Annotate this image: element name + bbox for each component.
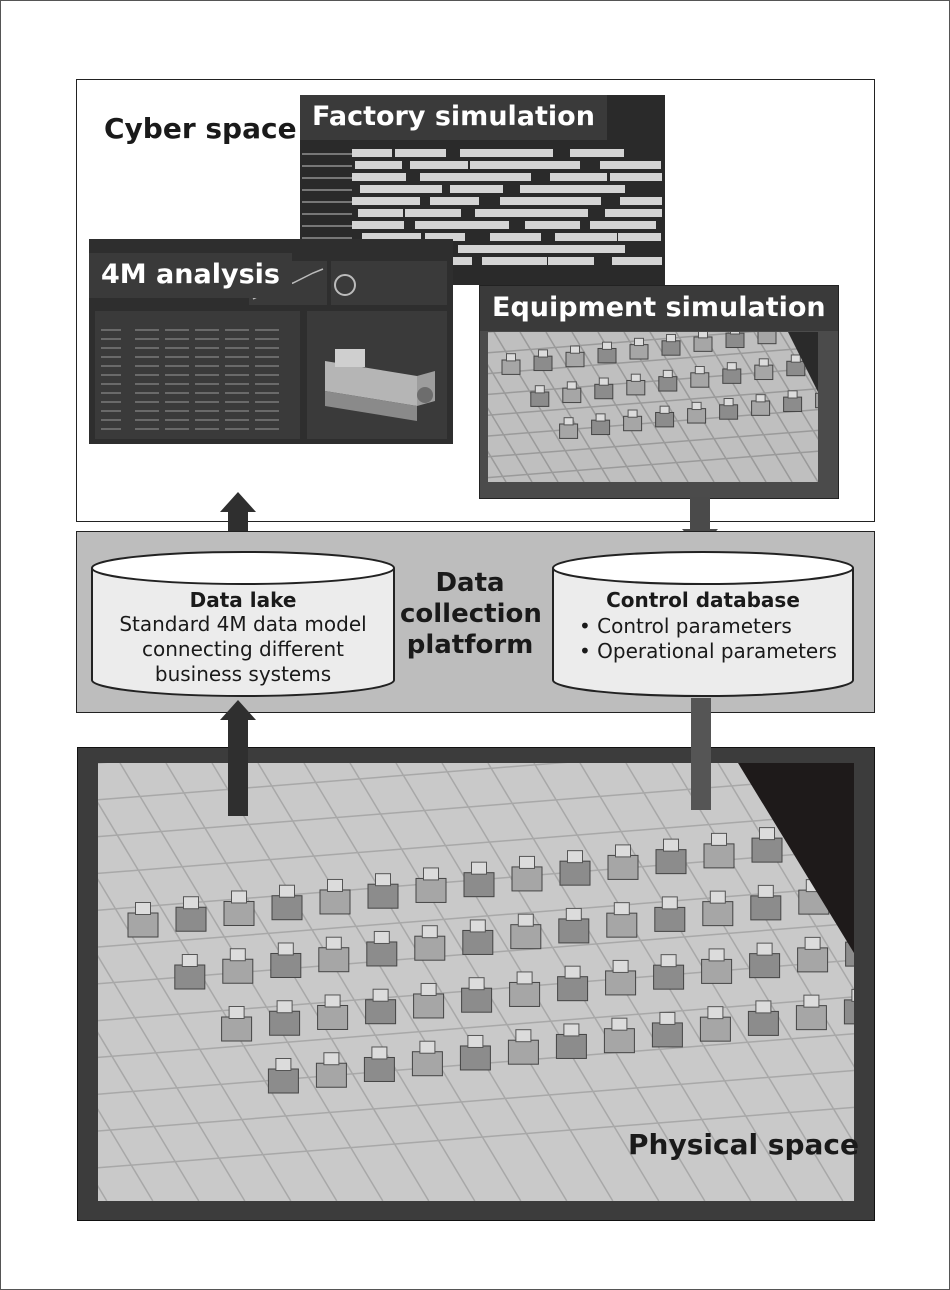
operational-parameters-item: • Operational parameters: [579, 639, 837, 663]
factory-gantt-bar: [405, 209, 461, 217]
analysis-table-cell: [135, 392, 159, 394]
analysis-table-cell: [195, 419, 219, 421]
factory-gantt-bar: [500, 197, 560, 205]
analysis-table-cell: [165, 365, 189, 367]
analysis-table-cell: [135, 329, 159, 331]
factory-gantt-bar: [520, 185, 584, 193]
physical-space-label: Physical space: [628, 1128, 859, 1161]
analysis-table-cell: [225, 374, 249, 376]
factory-gantt-bar: [430, 197, 479, 205]
analysis-table-cell: [195, 338, 219, 340]
analysis-table-cell: [195, 347, 219, 349]
analysis-table-cell: [225, 356, 249, 358]
factory-gantt-bar: [610, 173, 662, 181]
analysis-table-cell: [225, 329, 249, 331]
equipment-3d-view: [488, 332, 818, 482]
analysis-table: [95, 311, 300, 439]
analysis-table-cell: [225, 338, 249, 340]
analysis-table-cell: [165, 338, 189, 340]
factory-gantt-bar: [355, 161, 402, 169]
analysis-table-cell: [255, 338, 279, 340]
factory-simulation-title: Factory simulation: [300, 95, 607, 140]
data-lake-description: Standard 4M data model connecting different business systems: [119, 612, 367, 686]
factory-gantt-bar: [620, 197, 662, 205]
factory-gantt-bar: [555, 233, 617, 241]
analysis-table-cell: [101, 383, 121, 385]
machine-image: [307, 311, 447, 439]
analysis-machine-view: [307, 311, 447, 439]
control-database-cylinder: [551, 550, 855, 698]
analysis-table-cell: [101, 419, 121, 421]
factory-gantt-bar: [548, 257, 594, 265]
analysis-table-cell: [135, 419, 159, 421]
analysis-table-cell: [101, 410, 121, 412]
analysis-table-cell: [135, 410, 159, 412]
factory-row-label: [302, 153, 352, 155]
analysis-table-cell: [195, 356, 219, 358]
factory-gantt-bar: [420, 173, 485, 181]
analysis-table-cell: [101, 428, 121, 430]
factory-gantt-bar: [600, 161, 661, 169]
factory-gantt-bar: [450, 185, 503, 193]
analysis-table-cell: [165, 347, 189, 349]
analysis-table-cell: [165, 410, 189, 412]
analysis-table-cell: [255, 419, 279, 421]
analysis-table-cell: [165, 356, 189, 358]
factory-row-label: [302, 177, 352, 179]
analysis-table-cell: [135, 383, 159, 385]
factory-gantt-bar: [580, 185, 625, 193]
line-control-db-to-physical: [690, 698, 712, 810]
analysis-table-cell: [165, 401, 189, 403]
factory-gantt-bar: [410, 161, 468, 169]
factory-gantt-bar: [485, 173, 531, 181]
platform-label: Data collection platform: [400, 568, 542, 660]
data-lake-cylinder: [90, 550, 396, 698]
analysis-table-cell: [101, 365, 121, 367]
analysis-table-cell: [135, 356, 159, 358]
factory-gantt-bar: [470, 161, 539, 169]
4m-analysis-title: 4M analysis: [89, 253, 292, 298]
factory-gantt-bar: [475, 209, 542, 217]
analysis-table-cell: [101, 329, 121, 331]
factory-gantt-bar: [358, 209, 403, 217]
factory-gantt-bar: [510, 149, 553, 157]
factory-gantt-bar: [605, 209, 662, 217]
analysis-table-cell: [101, 374, 121, 376]
factory-gantt-bar: [590, 221, 656, 229]
factory-gantt-bar: [618, 233, 661, 241]
analysis-table-cell: [255, 410, 279, 412]
analysis-table-cell: [255, 365, 279, 367]
factory-row-label: [302, 213, 352, 215]
factory-gantt-bar: [560, 197, 601, 205]
analysis-table-cell: [225, 428, 249, 430]
analysis-table-cell: [135, 365, 159, 367]
factory-gantt-bar: [575, 245, 625, 253]
cyber-space-label: Cyber space: [104, 112, 297, 145]
factory-row-label: [302, 201, 352, 203]
factory-gantt-bar: [530, 161, 580, 169]
analysis-params: [331, 261, 447, 305]
factory-gantt-bar: [352, 149, 392, 157]
analysis-table-cell: [255, 347, 279, 349]
factory-gantt-bar: [570, 149, 624, 157]
analysis-table-cell: [165, 419, 189, 421]
analysis-table-cell: [255, 374, 279, 376]
factory-row-label: [302, 189, 352, 191]
data-lake-title: Data lake: [189, 588, 297, 612]
factory-gantt-bar: [612, 257, 662, 265]
factory-gantt-bar: [352, 197, 420, 205]
analysis-table-cell: [101, 401, 121, 403]
analysis-table-cell: [135, 401, 159, 403]
analysis-table-cell: [195, 329, 219, 331]
analysis-table-cell: [195, 365, 219, 367]
analysis-table-cell: [135, 374, 159, 376]
analysis-table-cell: [165, 428, 189, 430]
analysis-table-cell: [165, 392, 189, 394]
analysis-table-cell: [225, 365, 249, 367]
analysis-table-cell: [135, 338, 159, 340]
factory-gantt-bar: [400, 185, 442, 193]
analysis-table-cell: [165, 374, 189, 376]
analysis-table-cell: [195, 401, 219, 403]
analysis-table-cell: [255, 329, 279, 331]
analysis-table-cell: [225, 410, 249, 412]
factory-gantt-bar: [352, 173, 406, 181]
factory-gantt-bar: [490, 233, 541, 241]
analysis-table-cell: [225, 383, 249, 385]
control-database-title: Control database: [606, 588, 800, 612]
factory-gantt-bar: [458, 245, 516, 253]
factory-gantt-bar: [525, 221, 580, 229]
analysis-table-cell: [135, 347, 159, 349]
equipment-simulation-panel: [479, 285, 839, 499]
analysis-table-cell: [255, 356, 279, 358]
analysis-table-cell: [165, 329, 189, 331]
analysis-table-cell: [101, 347, 121, 349]
factory-gantt-bar: [395, 149, 446, 157]
analysis-table-cell: [195, 392, 219, 394]
analysis-table-cell: [101, 338, 121, 340]
analysis-table-cell: [101, 356, 121, 358]
analysis-table-cell: [225, 392, 249, 394]
analysis-table-cell: [195, 428, 219, 430]
analysis-table-cell: [225, 347, 249, 349]
analysis-table-cell: [195, 374, 219, 376]
equipment-simulation-title: Equipment simulation: [480, 286, 838, 331]
factory-gantt-bar: [482, 257, 547, 265]
factory-row-label: [302, 225, 352, 227]
analysis-table-cell: [255, 383, 279, 385]
control-parameters-item: • Control parameters: [579, 614, 792, 638]
analysis-table-cell: [165, 383, 189, 385]
factory-gantt-bar: [465, 221, 509, 229]
4m-analysis-panel: [89, 239, 453, 444]
analysis-table-cell: [255, 401, 279, 403]
factory-gantt-bar: [352, 221, 404, 229]
factory-row-label: [302, 165, 352, 167]
factory-gantt-bar: [550, 173, 607, 181]
control-database-items: [579, 614, 837, 664]
arrow-physical-to-data-lake: [218, 698, 258, 816]
analysis-table-cell: [255, 392, 279, 394]
analysis-table-cell: [195, 383, 219, 385]
analysis-table-cell: [225, 419, 249, 421]
factory-gantt-bar: [540, 209, 588, 217]
analysis-table-cell: [195, 410, 219, 412]
analysis-table-cell: [225, 401, 249, 403]
analysis-table-cell: [135, 428, 159, 430]
factory-gantt-bar: [515, 245, 584, 253]
analysis-table-cell: [101, 392, 121, 394]
analysis-table-cell: [255, 428, 279, 430]
